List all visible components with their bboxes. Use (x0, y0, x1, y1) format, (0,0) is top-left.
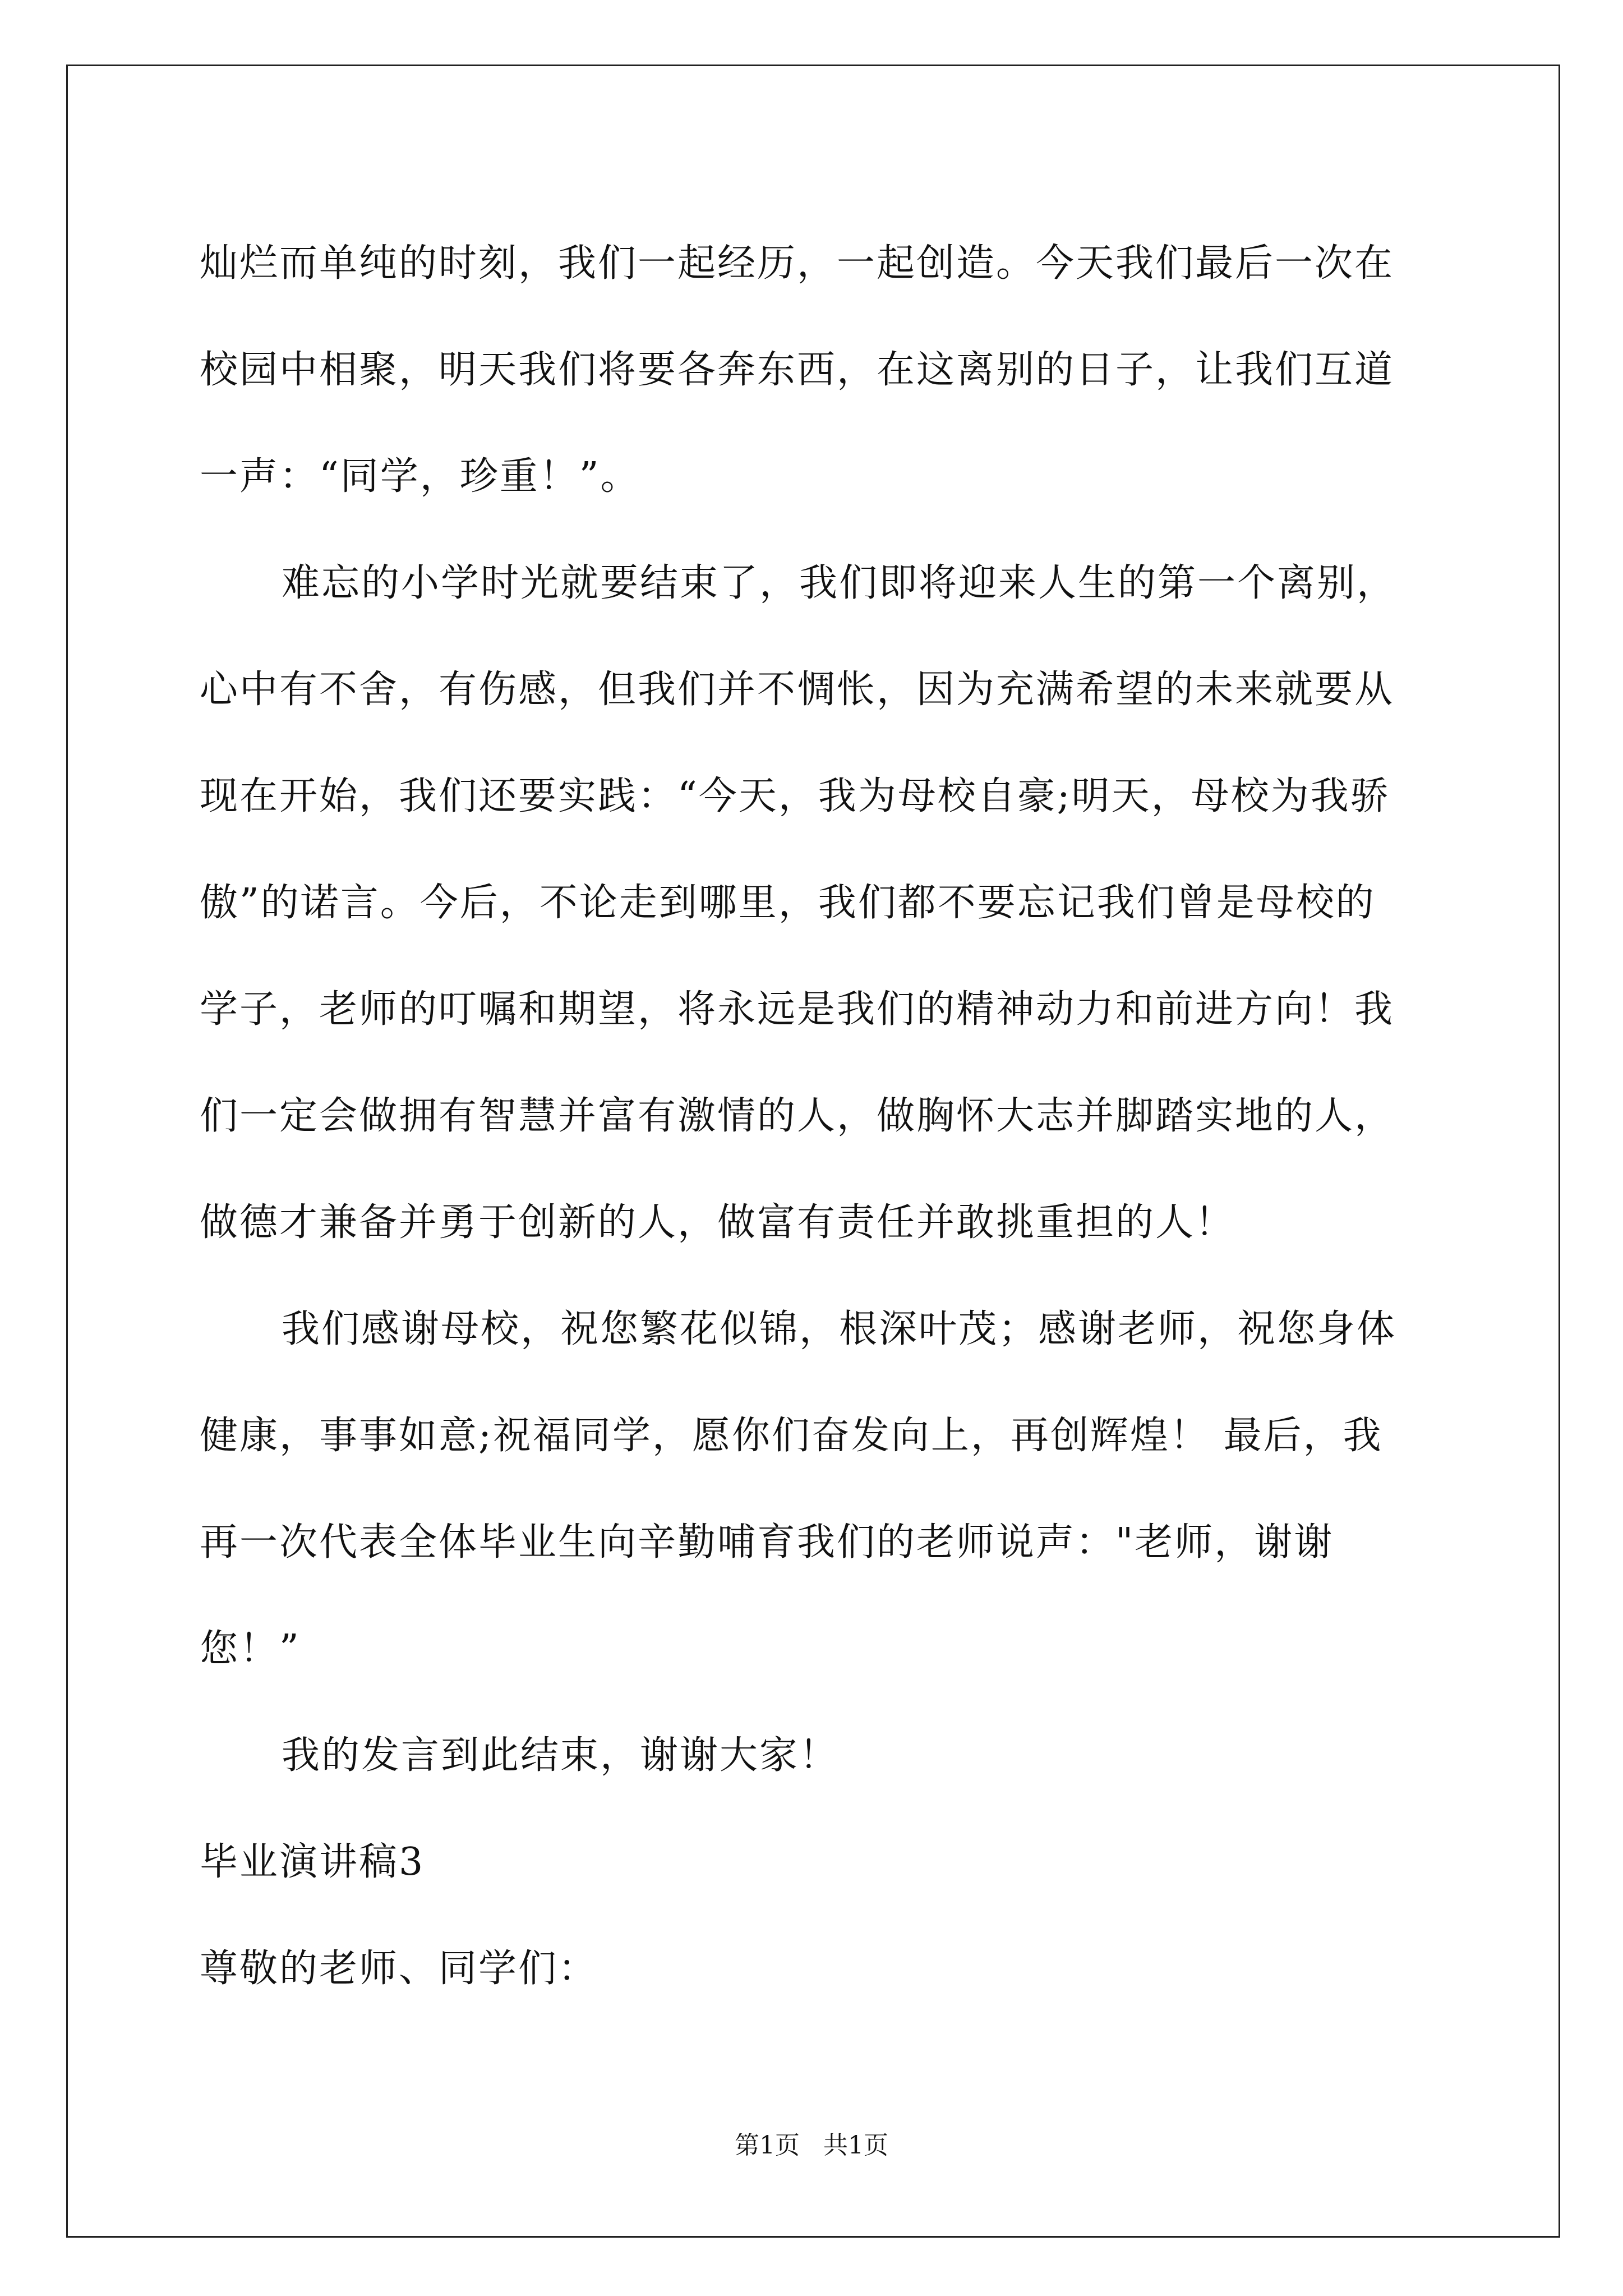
text-line: 校园中相聚，明天我们将要各奔东西，在这离别的日子，让我们互道 (200, 348, 1395, 392)
document-body (200, 210, 1428, 2022)
page-footer: 第1页 共1页 (735, 2131, 888, 2160)
text-line: 心中有不舍，有伤感，但我们并不惆怅，因为充满希望的未来就要从 (200, 668, 1395, 712)
text-line: 们一定会做拥有智慧并富有激情的人，做胸怀大志并脚踏实地的人， (200, 1094, 1395, 1138)
text-line: 您！” (200, 1627, 301, 1671)
text-line: 傲”的诺言。今后，不论走到哪里，我们都不要忘记我们曾是母校的 (200, 881, 1376, 925)
paragraph-start-line: 我的发言到此结束，谢谢大家！ (282, 1733, 840, 1778)
paragraph-start-line: 难忘的小学时光就要结束了，我们即将迎来人生的第一个离别， (282, 561, 1397, 605)
text-line: 灿烂而单纯的时刻，我们一起经历，一起创造。今天我们最后一次在 (200, 241, 1395, 286)
text-line: 学子，老师的叮嘱和期望，将永远是我们的精神动力和前进方向！我 (200, 987, 1395, 1032)
text-line: 现在开始，我们还要实践：“今天，我为母校自豪;明天，母校为我骄 (200, 774, 1390, 818)
text-line: 再一次代表全体毕业生向辛勤哺育我们的老师说声："老师，谢谢 (200, 1520, 1334, 1565)
text-line: 一声：“同学，珍重！”。 (200, 454, 640, 499)
paragraph-start-line: 我们感谢母校，祝您繁花似锦，根深叶茂；感谢老师，祝您身体 (282, 1307, 1397, 1351)
salutation-line: 尊敬的老师、同学们： (200, 1947, 598, 1991)
text-line: 健康，事事如意;祝福同学，愿你们奋发向上，再创辉煌！ 最后，我 (200, 1414, 1383, 1458)
section-heading: 毕业演讲稿3 (200, 1840, 425, 1884)
text-line: 做德才兼备并勇于创新的人，做富有责任并敢挑重担的人！ (200, 1200, 1235, 1245)
